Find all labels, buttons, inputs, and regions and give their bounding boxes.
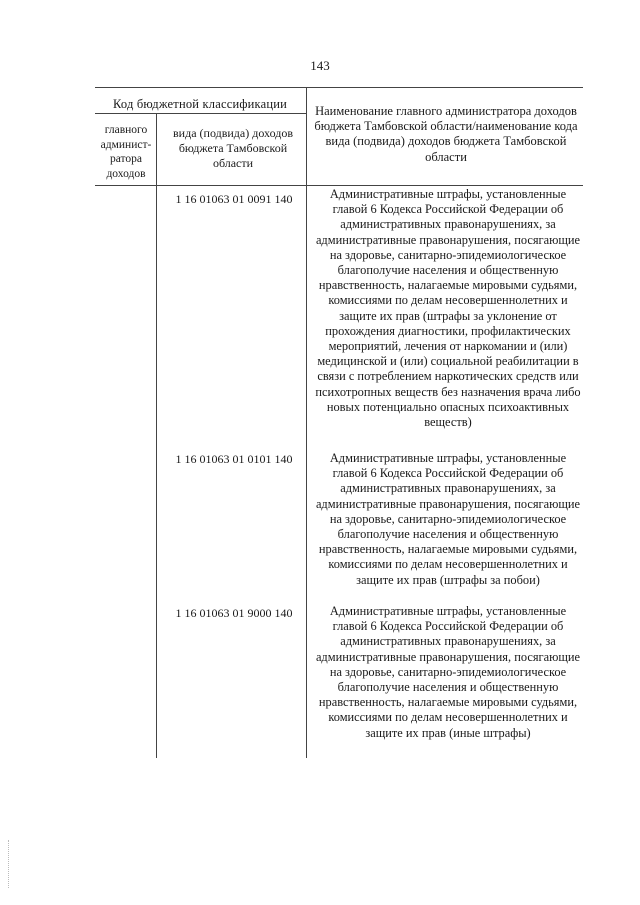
- code-group-header: Код бюджетной классификации: [112, 97, 288, 111]
- kind-code-header: вида (подвида) доходов бюджета Тамбовской области: [173, 126, 293, 170]
- admin-code-header: главного админист-ратора доходов: [100, 124, 152, 180]
- name-header: Наименование главного администратора доходов бюджета Тамбовской области/наименование кода вида (подвида) доходов бюджета Тамбовской области: [314, 104, 578, 164]
- code-group-divider: [95, 113, 306, 114]
- row-name: Административные штрафы, установленные главой 6 Кодекса Российской Федерации об административных правонарушениях, за административные правонарушения, посягающие на здоровье, санитарно-эпидемиологическое благополучие населения и общественную нравственность, налагаемые мировыми судьями, комиссиями по делам несовершеннолетних и защите их прав (штрафы за уклонение от прохождения диагностики, профилактических мероприятий, лечения от наркомании и (или) медицинской и (или) социальной реабилитации в связи с потреблением наркотических средств или психотропных веществ без назначения врача либо новых потенциально опасных психоактивных веществ): [315, 187, 581, 430]
- table-top-border: [95, 87, 583, 88]
- row-code: 1 16 01063 01 9000 140: [175, 606, 293, 620]
- page-number: 143: [310, 58, 330, 73]
- row-name: Административные штрафы, установленные главой 6 Кодекса Российской Федерации об административных правонарушениях, за административные правонарушения, посягающие на здоровье, санитарно-эпидемиологическое благополучие населения и общественную нравственность, налагаемые мировыми судьями, комиссиями по делам несовершеннолетних и защите их прав (иные штрафы): [315, 604, 581, 740]
- row-code: 1 16 01063 01 0101 140: [175, 452, 293, 466]
- name-column-divider: [306, 87, 307, 758]
- row-code: 1 16 01063 01 0091 140: [175, 192, 293, 206]
- admin-column-divider: [156, 113, 157, 758]
- row-name: Административные штрафы, установленные главой 6 Кодекса Российской Федерации об административных правонарушениях, за административные правонарушения, посягающие на здоровье, санитарно-эпидемиологическое благополучие населения и общественную нравственность, налагаемые мировыми судьями, комиссиями по делам несовершеннолетних и защите их прав (штрафы за побои): [315, 451, 581, 587]
- margin-marks: [8, 840, 11, 888]
- header-bottom-border: [95, 185, 583, 186]
